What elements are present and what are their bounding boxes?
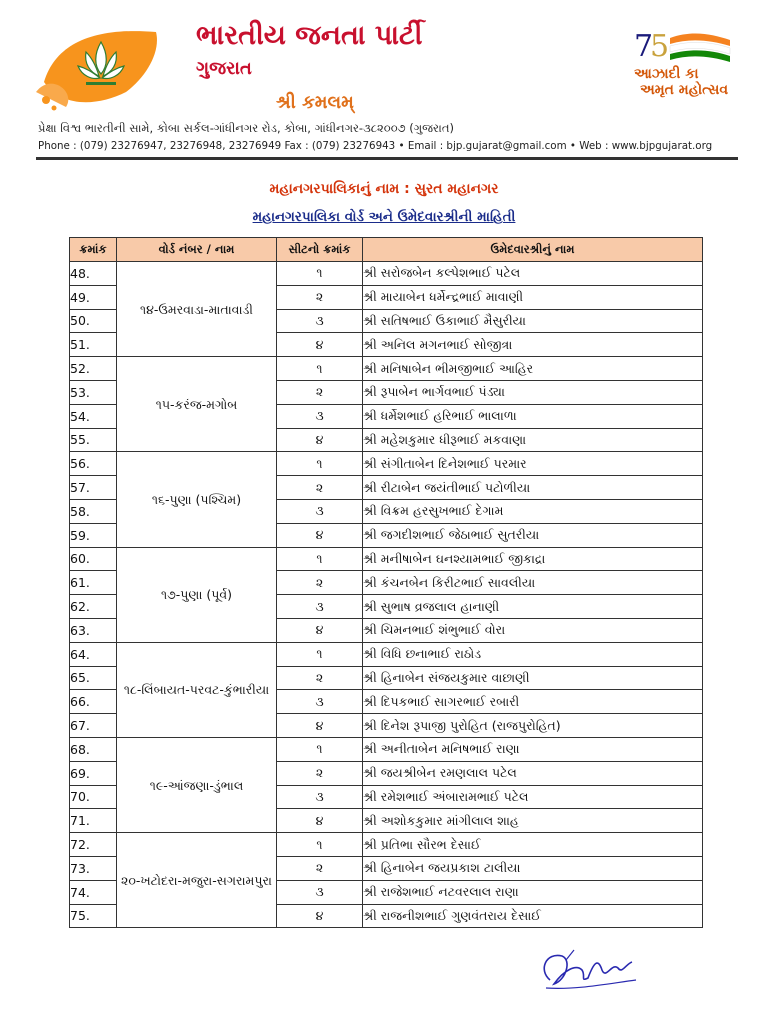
seat-number: ૪ <box>277 904 363 928</box>
serial-number: 50. <box>70 309 117 333</box>
azadi-text-line1: આઝાદી કા <box>634 66 699 82</box>
candidate-name: શ્રી દિનેશ રૂપાજી પુરોહિત (રાજપુરોહિત) <box>363 714 703 738</box>
seat-number: ૩ <box>277 499 363 523</box>
candidate-name: શ્રી જગદીશભાઈ જેઠાભાઈ સુતરીયા <box>363 523 703 547</box>
candidate-name: શ્રી સતિષભાઈ ઉકાભાઈ મૈસુરીયા <box>363 309 703 333</box>
serial-number: 68. <box>70 737 117 761</box>
serial-number: 55. <box>70 428 117 452</box>
signature <box>536 940 646 996</box>
seat-number: ૩ <box>277 309 363 333</box>
contact-info: Phone : (079) 23276947, 23276948, 23276949 Fax : (079) 23276943 • Email : bjp.gujarat@gmail.com • Web : www.bjpgujarat.org <box>38 140 713 152</box>
seat-number: ૩ <box>277 595 363 619</box>
candidate-name: શ્રી રૂપાબેન ભાર્ગવભાઈ પંડ્યા <box>363 380 703 404</box>
candidate-name: શ્રી મનિષાબેન ભીમજીભાઈ આહિર <box>363 357 703 381</box>
serial-number: 58. <box>70 499 117 523</box>
party-state: ગુજરાત <box>196 58 252 79</box>
svg-text:7: 7 <box>634 29 654 64</box>
serial-number: 65. <box>70 666 117 690</box>
col-header-serial: ક્રમાંક <box>70 238 117 262</box>
ward-name: ૨૦-ખટોદરા-મજુરા-સગરામપુરા <box>117 833 277 928</box>
col-header-ward: વોર્ડ નંબર / નામ <box>117 238 277 262</box>
office-address: પ્રેક્ષા વિશ્વ ભારતીની સામે, કોબા સર્કલ-ગાંધીનગર રોડ, કોબા, ગાંધીનગર-૩૮૨૦૦૭ (ગુજરાત) <box>38 121 454 135</box>
serial-number: 66. <box>70 690 117 714</box>
serial-number: 62. <box>70 595 117 619</box>
serial-number: 59. <box>70 523 117 547</box>
candidate-name: શ્રી રીટાબેન જયંતીભાઈ પટોળીયા <box>363 476 703 500</box>
candidate-name: શ્રી અનીતાબેન મનિષભાઈ રાણા <box>363 737 703 761</box>
serial-number: 61. <box>70 571 117 595</box>
seat-number: ૧ <box>277 547 363 571</box>
candidate-name: શ્રી વિધિ છનાભાઈ રાઠોડ <box>363 642 703 666</box>
table-row <box>70 833 703 857</box>
table-row <box>70 547 703 571</box>
serial-number: 74. <box>70 880 117 904</box>
seat-number: ૩ <box>277 880 363 904</box>
serial-number: 54. <box>70 404 117 428</box>
candidate-name: શ્રી અશોકકુમાર માંગીલાલ શાહ <box>363 809 703 833</box>
letterhead <box>0 0 768 165</box>
candidate-name: શ્રી ધર્મેશભાઈ હરિભાઈ ભાલાળા <box>363 404 703 428</box>
document-subtitle: મહાનગરપાલિકા વોર્ડ અને ઉમેદવારશ્રીની માહિતી <box>252 209 516 225</box>
ward-name: ૧૯-આંજણા-ડુંભાલ <box>117 737 277 832</box>
candidate-name: શ્રી મહેશકુમાર ધીરૂભાઈ મકવાણા <box>363 428 703 452</box>
table-row <box>70 737 703 761</box>
serial-number: 48. <box>70 262 117 286</box>
serial-number: 69. <box>70 761 117 785</box>
seat-number: ૪ <box>277 333 363 357</box>
serial-number: 51. <box>70 333 117 357</box>
candidate-name: શ્રી મનીષાબેન ઘનશ્યામભાઈ જીકાદ્રા <box>363 547 703 571</box>
seat-number: ૨ <box>277 571 363 595</box>
table-header-row <box>70 238 703 262</box>
seat-number: ૧ <box>277 642 363 666</box>
table-body <box>70 262 703 928</box>
serial-number: 73. <box>70 856 117 880</box>
seat-number: ૧ <box>277 262 363 286</box>
serial-number: 49. <box>70 285 117 309</box>
seat-number: ૪ <box>277 523 363 547</box>
candidate-name: શ્રી સુભાષ વ્રજલાલ હાનાણી <box>363 595 703 619</box>
candidate-name: શ્રી રાજેશભાઈ નટવરલાલ રાણા <box>363 880 703 904</box>
candidate-name: શ્રી અનિલ મગનભાઈ સોજીત્રા <box>363 333 703 357</box>
seat-number: ૪ <box>277 714 363 738</box>
party-name: ભારતીય જનતા પાર્ટી <box>196 20 423 51</box>
candidate-name: શ્રી વિક્રમ હરસુખભાઈ દેગામ <box>363 499 703 523</box>
candidate-name: શ્રી રમેશભાઈ અંબારામભાઈ પટેલ <box>363 785 703 809</box>
seat-number: ૧ <box>277 452 363 476</box>
seat-number: ૩ <box>277 785 363 809</box>
azadi-text-line2: અમૃત મહોત્સવ <box>640 82 729 98</box>
seat-number: ૧ <box>277 833 363 857</box>
serial-number: 53. <box>70 380 117 404</box>
candidate-name: શ્રી જયશ્રીબેન રમણલાલ પટેલ <box>363 761 703 785</box>
candidates-table <box>69 237 703 928</box>
seat-number: ૨ <box>277 285 363 309</box>
serial-number: 71. <box>70 809 117 833</box>
seat-number: ૨ <box>277 476 363 500</box>
seat-number: ૩ <box>277 404 363 428</box>
ward-name: ૧૬-પુણા (પશ્ચિમ) <box>117 452 277 547</box>
ward-name: ૧૭-પુણા (પૂર્વ) <box>117 547 277 642</box>
candidate-name: શ્રી હિનાબેન જયપ્રકાશ ટાલીયા <box>363 856 703 880</box>
seat-number: ૪ <box>277 428 363 452</box>
seat-number: ૪ <box>277 618 363 642</box>
candidate-name: શ્રી દિપકભાઈ સાગરભાઈ રબારી <box>363 690 703 714</box>
serial-number: 64. <box>70 642 117 666</box>
seat-number: ૩ <box>277 690 363 714</box>
candidate-name: શ્રી કંચનબેન કિરીટભાઈ સાવલીયા <box>363 571 703 595</box>
seat-number: ૨ <box>277 666 363 690</box>
serial-number: 67. <box>70 714 117 738</box>
serial-number: 70. <box>70 785 117 809</box>
table-row <box>70 452 703 476</box>
ward-name: ૧૪-ઉમરવાડા-માતાવાડી <box>117 262 277 357</box>
office-name: શ્રી કમલમ્ <box>276 92 354 113</box>
serial-number: 57. <box>70 476 117 500</box>
serial-number: 72. <box>70 833 117 857</box>
ward-name: ૧૫-કરંજ-મગોબ <box>117 357 277 452</box>
seat-number: ૨ <box>277 761 363 785</box>
table-row <box>70 262 703 286</box>
serial-number: 56. <box>70 452 117 476</box>
candidate-name: શ્રી હિનાબેન સંજયકુમાર વાછાણી <box>363 666 703 690</box>
candidate-name: શ્રી માયાબેન ધર્મેન્દ્રભાઈ માવાણી <box>363 285 703 309</box>
seat-number: ૧ <box>277 737 363 761</box>
candidate-name: શ્રી સરોજબેન કલ્પેશભાઈ પટેલ <box>363 262 703 286</box>
col-header-seat: સીટનો ક્રમાંક <box>277 238 363 262</box>
candidate-name: શ્રી સંગીતાબેન દિનેશભાઈ પરમાર <box>363 452 703 476</box>
candidate-name: શ્રી ચિમનભાઈ શંભુભાઈ વોરા <box>363 618 703 642</box>
seat-number: ૨ <box>277 380 363 404</box>
table-row <box>70 357 703 381</box>
svg-text:5: 5 <box>650 29 670 64</box>
seat-number: ૨ <box>277 856 363 880</box>
document-title: મહાનગરપાલિકાનું નામ : સુરત મહાનગર <box>269 181 499 197</box>
table-row <box>70 642 703 666</box>
header-divider <box>36 157 738 160</box>
seat-number: ૧ <box>277 357 363 381</box>
candidate-name: શ્રી રાજનીશભાઈ ગુણવંતરાય દેસાઈ <box>363 904 703 928</box>
bjp-lotus-logo <box>36 22 166 112</box>
candidate-name: શ્રી પ્રતિભા સૌરભ દેસાઈ <box>363 833 703 857</box>
serial-number: 60. <box>70 547 117 571</box>
col-header-candidate: ઉમેદવારશ્રીનું નામ <box>363 238 703 262</box>
serial-number: 52. <box>70 357 117 381</box>
ward-name: ૧૮-લિંબાયત-પરવટ-કુંભારીયા <box>117 642 277 737</box>
seat-number: ૪ <box>277 809 363 833</box>
serial-number: 63. <box>70 618 117 642</box>
serial-number: 75. <box>70 904 117 928</box>
